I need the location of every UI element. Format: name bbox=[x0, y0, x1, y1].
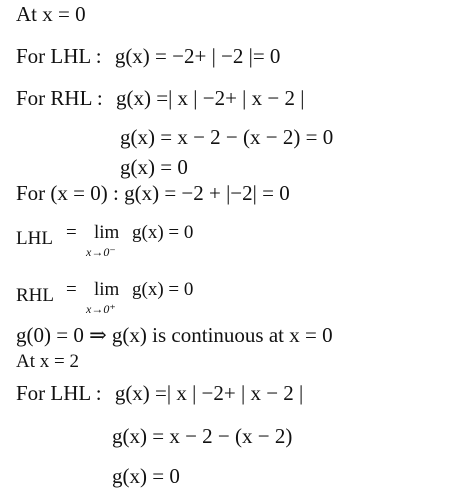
rhl-simplify-line bbox=[120, 125, 333, 149]
lhl-x2-expression: g(x) =| x | −2+ | x − 2 | bbox=[114, 381, 304, 405]
rhl-expression: g(x) =| x | −2+ | x − 2 | bbox=[115, 86, 305, 110]
continuity-conclusion-text: g(0) = 0 ⇒ g(x) is continuous at x = 0 bbox=[16, 323, 333, 347]
lhl-limit-equals: = bbox=[66, 222, 77, 243]
continuity-conclusion-line bbox=[16, 323, 333, 347]
case-heading-x2 bbox=[16, 350, 79, 374]
lhl-x2-result-expression: g(x) = 0 bbox=[112, 464, 180, 488]
lhl-line-x0 bbox=[16, 44, 280, 68]
case-heading-x0-text: At x = 0 bbox=[16, 2, 86, 26]
case-heading-x0 bbox=[16, 2, 86, 26]
rhl-limit-expression: g(x) = 0 bbox=[132, 279, 194, 300]
rhl-limit-equals: = bbox=[66, 279, 77, 300]
rhl-limit-subscript: x→0⁺ bbox=[86, 302, 116, 316]
lhl-limit-subscript: x→0⁻ bbox=[86, 245, 116, 259]
lhl-limit-label: LHL bbox=[16, 228, 53, 249]
rhl-prefix: For RHL : bbox=[16, 86, 103, 110]
value-at-zero-expression: For (x = 0) : g(x) = −2 + |−2| = 0 bbox=[16, 181, 290, 205]
lhl-limit-expression: g(x) = 0 bbox=[132, 222, 194, 243]
lhl-prefix: For LHL : bbox=[16, 44, 102, 68]
rhl-limit-block bbox=[16, 275, 276, 325]
rhl-limit-label: RHL bbox=[16, 285, 54, 306]
value-at-zero-line bbox=[16, 181, 290, 205]
rhl-result-line bbox=[120, 155, 188, 179]
rhl-line-x0 bbox=[16, 86, 304, 110]
lhl-x2-simplify-expression: g(x) = x − 2 − (x − 2) bbox=[112, 424, 293, 448]
rhl-simplify-expression: g(x) = x − 2 − (x − 2) = 0 bbox=[120, 125, 334, 149]
lhl-x2-result-line bbox=[112, 464, 180, 488]
lhl-x2-simplify-line bbox=[112, 424, 292, 448]
case-heading-x2-text: At x = 2 bbox=[16, 351, 79, 372]
rhl-result-expression: g(x) = 0 bbox=[120, 155, 188, 179]
rhl-limit-lim: lim bbox=[94, 279, 120, 300]
lhl-limit-block bbox=[16, 218, 276, 264]
lhl-x2-prefix: For LHL : bbox=[16, 381, 102, 405]
lhl-expression: g(x) = −2+ | −2 |= 0 bbox=[114, 44, 281, 68]
lhl-line-x2 bbox=[16, 381, 303, 405]
lhl-limit-lim: lim bbox=[94, 222, 120, 243]
